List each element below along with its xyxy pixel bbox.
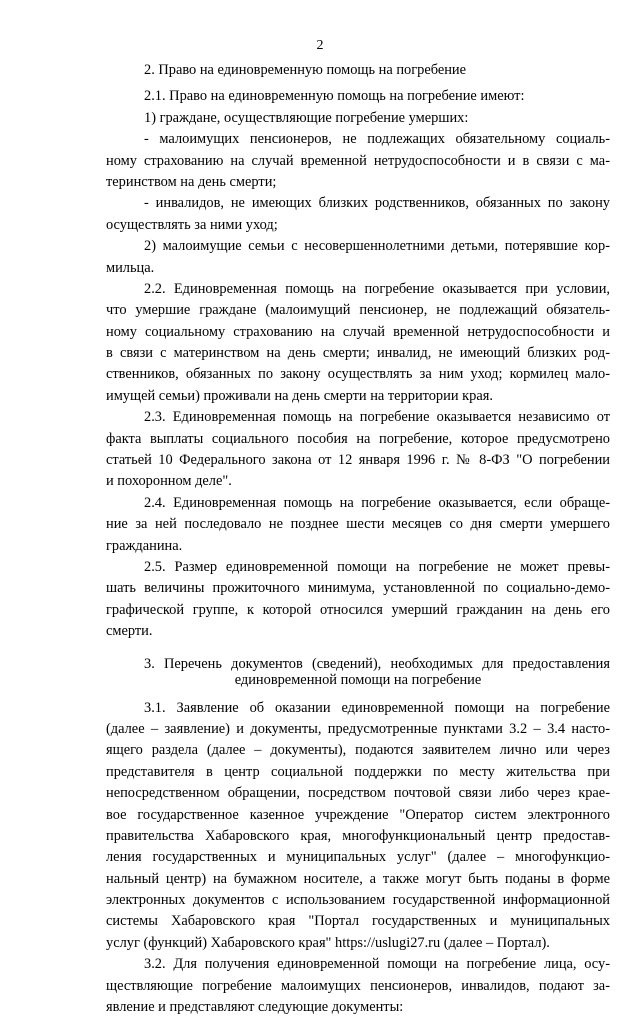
paragraph-3-2: 3.2. Для получения единовременной помощи на погребение лица, осу- ществляющие погребение малоимущих пенсионеров, инвалидов, подают за- явление и представляют следующие документы: (106, 956, 610, 1016)
page-number: 2 (316, 38, 324, 53)
section-2-heading: 2. Право на единовременную помощь на погребение (144, 62, 467, 78)
paragraph-2-1-sub-2: - инвалидов, не имеющих близких родственников, обязанных по закону осуществлять за ними уход; (106, 195, 610, 233)
paragraph-2-1-intro: 2.1. Право на единовременную помощь на погребение имеют: (144, 88, 525, 105)
paragraph-2-1-sub-1: - малоимущих пенсионеров, не подлежащих обязательному социаль- ному страхованию на случай временной нетрудоспособности и в связи с ма- теринством на день смерти; (106, 131, 610, 190)
document-body (106, 60, 610, 1018)
paragraph-2-1-item-1: 1) граждане, осуществляющие погребение умерших: (144, 109, 469, 126)
paragraph-2-5: 2.5. Размер единовременной помощи на погребение не может превы- шать величины прожиточного минимума, установленной по социально-демо- графической группе, к которой относился умерший гражданин на день его смерти. (106, 558, 610, 640)
paragraph-3-1: 3.1. Заявление об оказании единовременной помощи на погребение (далее – заявление) и документы, предусмотренные пунктами 3.2 – 3.4 насто- ящего раздела (далее – документы), подаются заявителем лично или через представителя в центр социальной поддержки по месту жительства при непосредственном обращении, посредством почтовой связи либо через крае- вое государственное казенное учреждение "Оператор систем электронного правительства Хабаровского края, многофункциональный центр предостав- ления государственных и муниципальных услуг" (далее – многофункцио- нальный центр) на бумажном носителе, а также могут быть поданы в форме электронных документов с использованием государственной информационной системы Хабаровского края "Портал государственных и муниципальных услуг (функций) Хабаровского края" https://uslugi27.ru (далее – Портал). (106, 699, 610, 951)
paragraph-2-2: 2.2. Единовременная помощь на погребение оказывается при условии, что умершие граждане (малоимущий пенсионер, не подлежащий обязатель- ному социальному страхованию на случай временной нетрудоспособности и в связи с материнством на день смерти; инвалид, не имеющий близких род- ственников, обязанных по закону осуществлять за ним уход; кормилец мало- имущей семьи) проживали на день смерти на территории края. (106, 280, 610, 404)
paragraph-2-1-item-2: 2) малоимущие семьи с несовершеннолетними детьми, потерявшие кор- мильца. (106, 238, 610, 276)
section-3-heading: 3. Перечень документов (сведений), необходимых для предоставления единовременной помощи на погребение (144, 655, 610, 688)
paragraph-2-3: 2.3. Единовременная помощь на погребение оказывается независимо от факта выплаты социального пособия на погребение, которое предусмотрено статьей 10 Федерального закона от 12 января 1996 г. № 8-ФЗ "О погребении и похоронном деле". (106, 409, 610, 490)
paragraph-2-4: 2.4. Единовременная помощь на погребение оказывается, если обраще- ние за ней последовало не позднее шести месяцев со дня смерти умершего гражданина. (106, 494, 610, 554)
